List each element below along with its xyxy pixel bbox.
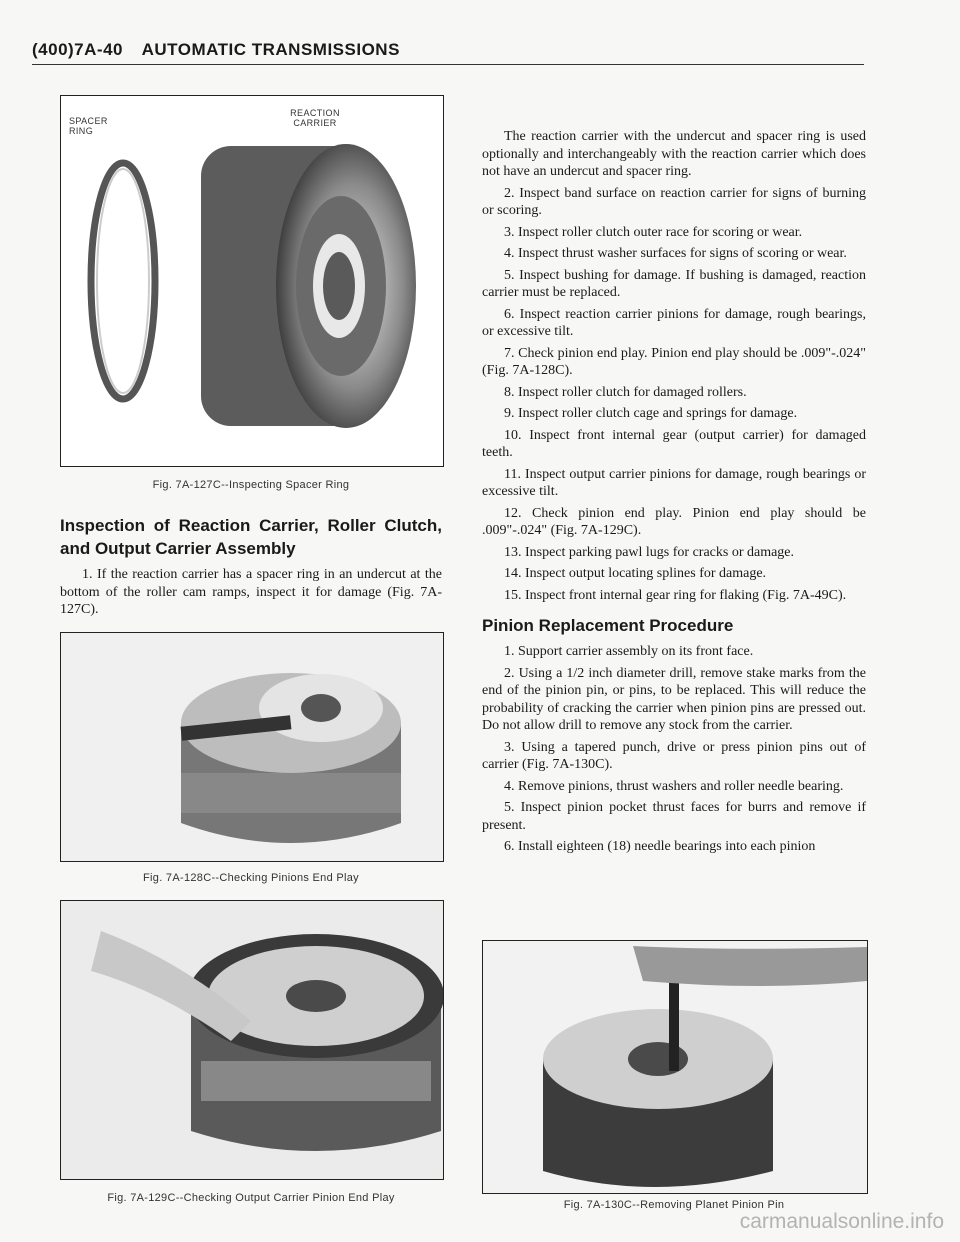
paragraph: 6. Inspect reaction carrier pinions for damage, rough bearings, or excessive tilt. — [482, 306, 866, 339]
paragraph: 2. Using a 1/2 inch diameter drill, remove stake marks from the end of the pinion pin, or pins, to be replaced. This will reduce the probability of cracking the carrier when pinion pins are pressed out. Do not allow drill to remove any stock from the carrier. — [482, 665, 866, 733]
spacer-ring-photo — [61, 96, 443, 466]
paragraph: 1. Support carrier assembly on its front face. — [504, 644, 754, 659]
figure-caption: Fig. 7A-130C--Removing Planet Pinion Pin — [563, 1199, 785, 1211]
paragraph: 9. Inspect roller clutch cage and springs for damage. — [504, 406, 798, 421]
paragraph: 14. Inspect output locating splines for damage. — [504, 566, 767, 581]
pinion-end-play-photo — [61, 633, 443, 861]
paragraph: 4. Inspect thrust washer surfaces for signs of scoring or wear. — [504, 246, 847, 261]
paragraph: 5. Inspect bushing for damage. If bushing is damaged, reaction carrier must be replaced. — [482, 267, 866, 300]
header-rule — [32, 64, 864, 65]
label-reaction-carrier: REACTION CARRIER — [290, 108, 340, 128]
figure-caption: Fig. 7A-129C--Checking Output Carrier Pinion End Play — [107, 1192, 395, 1204]
paragraph: 6. Install eighteen (18) needle bearings into each pinion — [504, 839, 816, 854]
paragraph: 8. Inspect roller clutch for damaged rollers. — [504, 384, 747, 400]
paragraph: 13. Inspect parking pawl lugs for cracks or damage. — [504, 544, 795, 560]
paragraph: 11. Inspect output carrier pinions for damage, rough bearings or excessive tilt. — [482, 466, 866, 499]
paragraph: 5. Inspect pinion pocket thrust faces for burrs and remove if present. — [482, 800, 866, 833]
figure-checking-pinions — [60, 632, 444, 862]
paragraph: 7. Check pinion end play. Pinion end play should be .009"-.024" (Fig. 7A-128C). — [482, 345, 866, 378]
page-header — [32, 40, 864, 60]
paragraph: 10. Inspect front internal gear (output carrier) for damaged teeth. — [482, 427, 866, 460]
section-heading: Pinion Replacement Procedure — [482, 616, 734, 635]
figure-caption: Fig. 7A-127C--Inspecting Spacer Ring — [152, 479, 350, 491]
figure-removing-pinion-pin — [482, 940, 868, 1194]
paragraph: 12. Check pinion end play. Pinion end play should be .009"-.024" (Fig. 7A-129C). — [482, 505, 866, 538]
right-column — [482, 128, 866, 860]
figure-caption: Fig. 7A-128C--Checking Pinions End Play — [143, 872, 359, 884]
left-column — [60, 514, 442, 623]
paragraph: 4. Remove pinions, thrust washers and roller needle bearing. — [504, 778, 844, 794]
paragraph: 15. Inspect front internal gear ring for flaking (Fig. 7A-49C). — [504, 587, 847, 603]
paragraph: 3. Inspect roller clutch outer race for scoring or wear. — [504, 224, 803, 240]
paragraph: The reaction carrier with the undercut and spacer ring is used optionally and interchangeably with the reaction carrier which does not have an undercut and spacer ring. — [482, 129, 866, 179]
watermark: carmanualsonline.info — [739, 1210, 944, 1233]
output-carrier-photo — [61, 901, 443, 1179]
paragraph: 2. Inspect band surface on reaction carrier for signs of burning or scoring. — [482, 185, 866, 218]
figure-spacer-ring — [60, 95, 444, 467]
section-heading: Inspection of Reaction Carrier, Roller Clutch, and Output Carrier Assembly — [60, 516, 442, 558]
page-number: (400)7A-40 — [32, 40, 123, 59]
paragraph: 1. If the reaction carrier has a spacer ring in an undercut at the bottom of the roller cam ramps, inspect it for damage (Fig. 7A-127C). — [60, 567, 442, 617]
pinion-pin-removal-photo — [483, 941, 867, 1193]
figure-output-carrier — [60, 900, 444, 1180]
section-title: AUTOMATIC TRANSMISSIONS — [141, 40, 400, 59]
paragraph: 3. Using a tapered punch, drive or press pinion pins out of carrier (Fig. 7A-130C). — [482, 739, 866, 772]
label-spacer-ring: SPACER RING — [69, 116, 108, 136]
